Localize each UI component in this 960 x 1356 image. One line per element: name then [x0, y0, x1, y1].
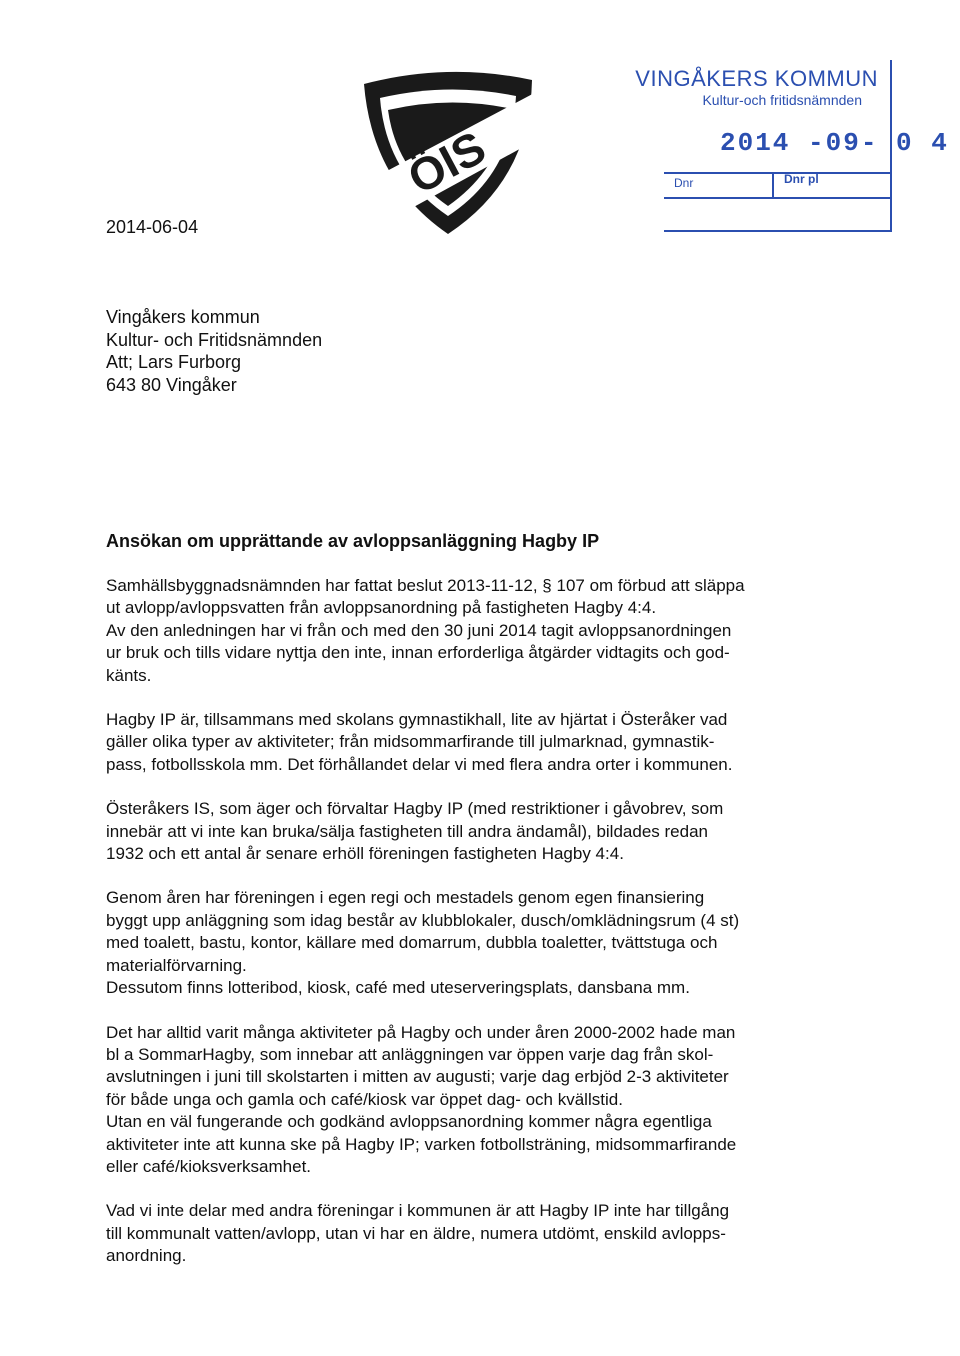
text-line: avslutningen i juni till skolstarten i mitten av augusti; varje dag erbjöd 2-3 aktiviteter — [106, 1067, 729, 1087]
text-line: Dessutom finns lotteribod, kiosk, café med uteserveringsplats, dansbana mm. — [106, 978, 690, 998]
address-line: Att; Lars Furborg — [106, 352, 242, 372]
address-line: 643 80 Vingåker — [106, 374, 237, 395]
text-line: Utan en väl fungerande och godkänd avloppsanordning kommer några egentliga — [106, 1112, 712, 1132]
stamp-dnr-pl-label: Dnr pl — [784, 172, 819, 186]
text-line: Samhällsbyggnadsnämnden har fattat beslut 2013-11-12, § 107 om förbud att släppa — [106, 576, 745, 595]
text-line: aktiviteter inte att kunna ske på Hagby IP; varken fotbollsträning, midsommarfirande — [106, 1134, 737, 1154]
text-line: känts. — [106, 665, 152, 685]
text-line: för både unga och gamla och café/kiosk var öppet dag- och kvällstid. — [106, 1089, 623, 1109]
letter-date: 2014-06-04 — [106, 217, 199, 237]
paragraph — [106, 887, 826, 999]
text-line: pass, fotbollsskola mm. Det förhållandet delar vi med flera andra orter i kommunen. — [106, 754, 733, 774]
letter-heading: Ansökan om upprättande av avloppsanläggning Hagby IP — [106, 531, 600, 551]
paragraph — [106, 575, 826, 687]
letter-body — [106, 575, 826, 1268]
text-line: gäller olika typer av aktiviteter; från midsommarfirande till julmarknad, gymnastik- — [106, 732, 715, 752]
text-line: eller café/kioksverksamhet. — [106, 1156, 312, 1176]
paragraph — [106, 798, 826, 865]
club-logo — [360, 70, 536, 238]
text-line: Vad vi inte delar med andra föreningar i kommunen är att Hagby IP inte har tillgång — [106, 1201, 730, 1221]
text-line: ur bruk och tills vidare nyttja den inte, innan erforderliga åtgärder vidtagits och god- — [106, 643, 730, 663]
text-line: anordning. — [106, 1246, 187, 1266]
club-logo-text: ÖIS — [399, 120, 494, 204]
stamp-org: VINGÅKERS KOMMUN — [635, 66, 878, 91]
text-line: 1932 och ett antal år senare erhöll föreningen fastigheten Hagby 4:4. — [106, 844, 624, 864]
received-stamp — [635, 60, 949, 232]
text-line: till kommunalt vatten/avlopp, utan vi har en äldre, numera utdömt, enskild avlopps- — [106, 1223, 726, 1243]
stamp-divider — [772, 172, 774, 197]
stamp-dnr-label: Dnr — [674, 176, 694, 190]
stamp-divider — [664, 172, 890, 174]
text-line: innebär att vi inte kan bruka/sälja fastigheten till andra ändamål), bildades redan — [106, 821, 708, 841]
recipient-address — [106, 306, 322, 396]
address-line: Kultur- och Fritidsnämnden — [106, 329, 323, 350]
stamp-divider — [664, 197, 890, 199]
paragraph — [106, 1022, 826, 1179]
text-line: Genom åren har föreningen i egen regi och mestadels genom egen finansiering — [106, 888, 705, 908]
text-line: Österåkers IS, som äger och förvaltar Hagby IP (med restriktioner i gåvobrev, som — [106, 799, 724, 819]
text-line: Av den anledningen har vi från och med den 30 juni 2014 tagit avloppsanordningen — [106, 620, 732, 640]
paragraph — [106, 1200, 826, 1267]
text-line: ut avlopp/avloppsvatten från avloppsanordning på fastigheten Hagby 4:4. — [106, 598, 657, 618]
text-line: Det har alltid varit många aktiviteter på Hagby och under åren 2000-2002 hade man — [106, 1022, 736, 1042]
text-line: Hagby IP är, tillsammans med skolans gymnastikhall, lite av hjärtat i Österåker vad — [106, 710, 728, 730]
text-line: materialförvarning. — [106, 955, 247, 975]
address-line: Vingåkers kommun — [106, 307, 260, 327]
stamp-dept: Kultur-och fritidsnämnden — [702, 92, 862, 108]
text-line: bl a SommarHagby, som innebar att anläggningen var öppen varje dag från skol- — [106, 1044, 714, 1064]
stamp-date: 2014 -09- 0 4 — [720, 128, 949, 158]
text-line: med toalett, bastu, kontor, källare med domarrum, dubbla toaletter, tvättstuga och — [106, 933, 718, 953]
text-line: byggt upp anläggning som idag består av klubblokaler, dusch/omklädningsrum (4 st) — [106, 910, 740, 930]
paragraph — [106, 709, 826, 776]
